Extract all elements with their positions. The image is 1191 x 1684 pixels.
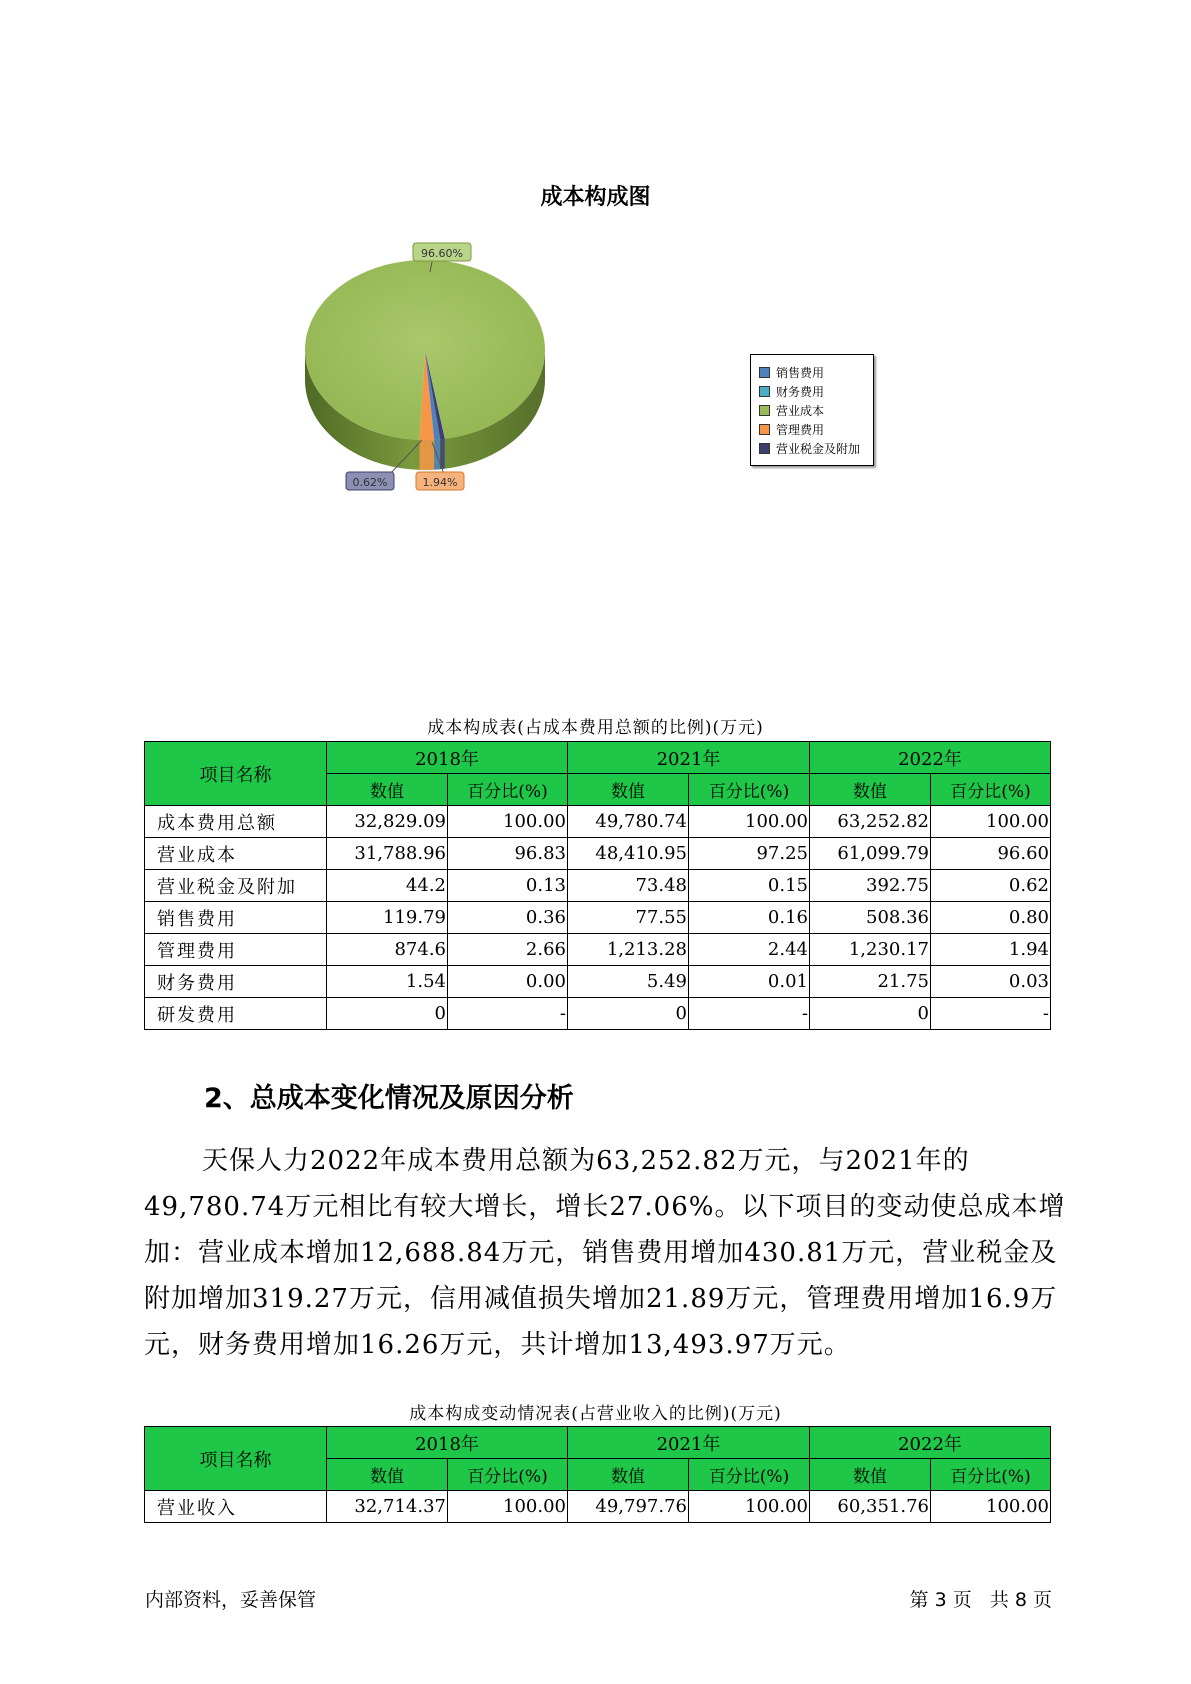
table-row [145, 806, 1051, 838]
percent-cell: 100.00 [689, 806, 810, 838]
chart-legend [750, 354, 874, 466]
section-heading: 2、总成本变化情况及原因分析 [204, 1083, 574, 1114]
percent-cell: 2.44 [689, 934, 810, 966]
legend-label: 管理费用 [776, 423, 825, 437]
footer-left: 内部资料，妥善保管 [145, 1589, 317, 1611]
footer-page-number: 第 3 页 共 8 页 [909, 1589, 1052, 1611]
percent-cell: 100.00 [931, 1491, 1051, 1523]
value-cell: 392.75 [810, 870, 931, 902]
percent-cell: 0.15 [689, 870, 810, 902]
percent-header: 百分比(%) [689, 1459, 810, 1491]
year-header: 2018年 [327, 1427, 568, 1459]
percent-header: 百分比(%) [448, 1459, 568, 1491]
legend-swatch [759, 386, 770, 397]
legend-item [759, 363, 873, 382]
table-row [145, 838, 1051, 870]
legend-swatch [759, 424, 770, 435]
table1-caption: 成本构成表(占成本费用总额的比例)(万元) [427, 718, 764, 738]
value-cell: 31,788.96 [327, 838, 448, 870]
row-name: 财务费用 [145, 966, 327, 998]
percent-cell: 0.01 [689, 966, 810, 998]
value-cell: 61,099.79 [810, 838, 931, 870]
legend-item [759, 439, 873, 458]
value-cell: 1,230.17 [810, 934, 931, 966]
pie-data-label: 0.62% [352, 476, 388, 489]
year-header: 2021年 [568, 1427, 810, 1459]
table-row [145, 870, 1051, 902]
value-cell: 0 [327, 998, 448, 1030]
value-cell: 119.79 [327, 902, 448, 934]
legend-swatch [759, 405, 770, 416]
legend-item [759, 401, 873, 420]
value-cell: 77.55 [568, 902, 689, 934]
value-cell: 0 [810, 998, 931, 1030]
row-name: 研发费用 [145, 998, 327, 1030]
legend-swatch [759, 443, 770, 454]
value-cell: 49,780.74 [568, 806, 689, 838]
legend-item [759, 420, 873, 439]
percent-header: 百分比(%) [931, 774, 1051, 806]
percent-cell: 0.80 [931, 902, 1051, 934]
value-header: 数值 [810, 774, 931, 806]
legend-label: 营业税金及附加 [776, 442, 861, 456]
percent-cell: 0.03 [931, 966, 1051, 998]
value-header: 数值 [568, 774, 689, 806]
percent-cell: 100.00 [931, 806, 1051, 838]
row-name: 成本费用总额 [145, 806, 327, 838]
year-header: 2021年 [568, 742, 810, 774]
percent-cell: 100.00 [448, 1491, 568, 1523]
chart-title: 成本构成图 [540, 185, 651, 210]
value-cell: 0 [568, 998, 689, 1030]
pie-data-label: 1.94% [422, 476, 458, 489]
legend-swatch [759, 367, 770, 378]
percent-cell: 0.13 [448, 870, 568, 902]
value-cell: 21.75 [810, 966, 931, 998]
value-cell: 874.6 [327, 934, 448, 966]
percent-header: 百分比(%) [689, 774, 810, 806]
table-row [145, 934, 1051, 966]
table2-caption: 成本构成变动情况表(占营业收入的比例)(万元) [409, 1404, 782, 1424]
value-cell: 48,410.95 [568, 838, 689, 870]
pie-slice-side [420, 440, 435, 470]
percent-cell: 100.00 [689, 1491, 810, 1523]
percent-cell: 0.16 [689, 902, 810, 934]
row-name: 管理费用 [145, 934, 327, 966]
percent-cell: 1.94 [931, 934, 1051, 966]
pie-data-label: 96.60% [421, 247, 463, 260]
pie-chart [0, 0, 1191, 520]
table-row [145, 966, 1051, 998]
percent-header: 百分比(%) [931, 1459, 1051, 1491]
value-cell: 44.2 [327, 870, 448, 902]
value-header: 数值 [327, 774, 448, 806]
year-header: 2018年 [327, 742, 568, 774]
row-name: 营业成本 [145, 838, 327, 870]
cost-structure-table [144, 741, 1051, 1030]
legend-label: 营业成本 [776, 404, 825, 418]
percent-header: 百分比(%) [448, 774, 568, 806]
value-cell: 63,252.82 [810, 806, 931, 838]
year-header: 2022年 [810, 1427, 1051, 1459]
value-cell: 1,213.28 [568, 934, 689, 966]
percent-cell: 100.00 [448, 806, 568, 838]
body-paragraph: 天保人力2022年成本费用总额为63,252.82万元，与2021年的49,780.74万元相比有较大增长，增长27.06%。以下项目的变动使总成本增加：营业成本增加12,688.84万元，销售费用增加430.81万元，营业税金及附加增加319.27万元，信用减值损失增加21.89万元，管理费用增加16.9万元，财务费用增加16.26万元，共计增加13,493.97万元。 [144, 1146, 1066, 1360]
value-cell: 49,797.76 [568, 1491, 689, 1523]
percent-cell: 0.62 [931, 870, 1051, 902]
percent-cell: 0.36 [448, 902, 568, 934]
row-name: 营业收入 [145, 1491, 327, 1523]
cost-change-table [144, 1426, 1051, 1523]
legend-label: 销售费用 [776, 366, 825, 380]
percent-cell: 96.83 [448, 838, 568, 870]
value-cell: 32,829.09 [327, 806, 448, 838]
percent-cell: 96.60 [931, 838, 1051, 870]
value-cell: 508.36 [810, 902, 931, 934]
percent-cell: 2.66 [448, 934, 568, 966]
value-header: 数值 [568, 1459, 689, 1491]
table-row [145, 1491, 1051, 1523]
percent-cell: - [689, 998, 810, 1030]
table-row [145, 998, 1051, 1030]
value-header: 数值 [327, 1459, 448, 1491]
legend-label: 财务费用 [776, 385, 825, 399]
percent-cell: - [448, 998, 568, 1030]
value-cell: 73.48 [568, 870, 689, 902]
year-header: 2022年 [810, 742, 1051, 774]
value-cell: 1.54 [327, 966, 448, 998]
value-header: 数值 [810, 1459, 931, 1491]
percent-cell: - [931, 998, 1051, 1030]
table-row [145, 902, 1051, 934]
name-header: 项目名称 [145, 1427, 327, 1491]
value-cell: 5.49 [568, 966, 689, 998]
legend-item [759, 382, 873, 401]
percent-cell: 97.25 [689, 838, 810, 870]
percent-cell: 0.00 [448, 966, 568, 998]
row-name: 营业税金及附加 [145, 870, 327, 902]
name-header: 项目名称 [145, 742, 327, 806]
value-cell: 32,714.37 [327, 1491, 448, 1523]
value-cell: 60,351.76 [810, 1491, 931, 1523]
row-name: 销售费用 [145, 902, 327, 934]
